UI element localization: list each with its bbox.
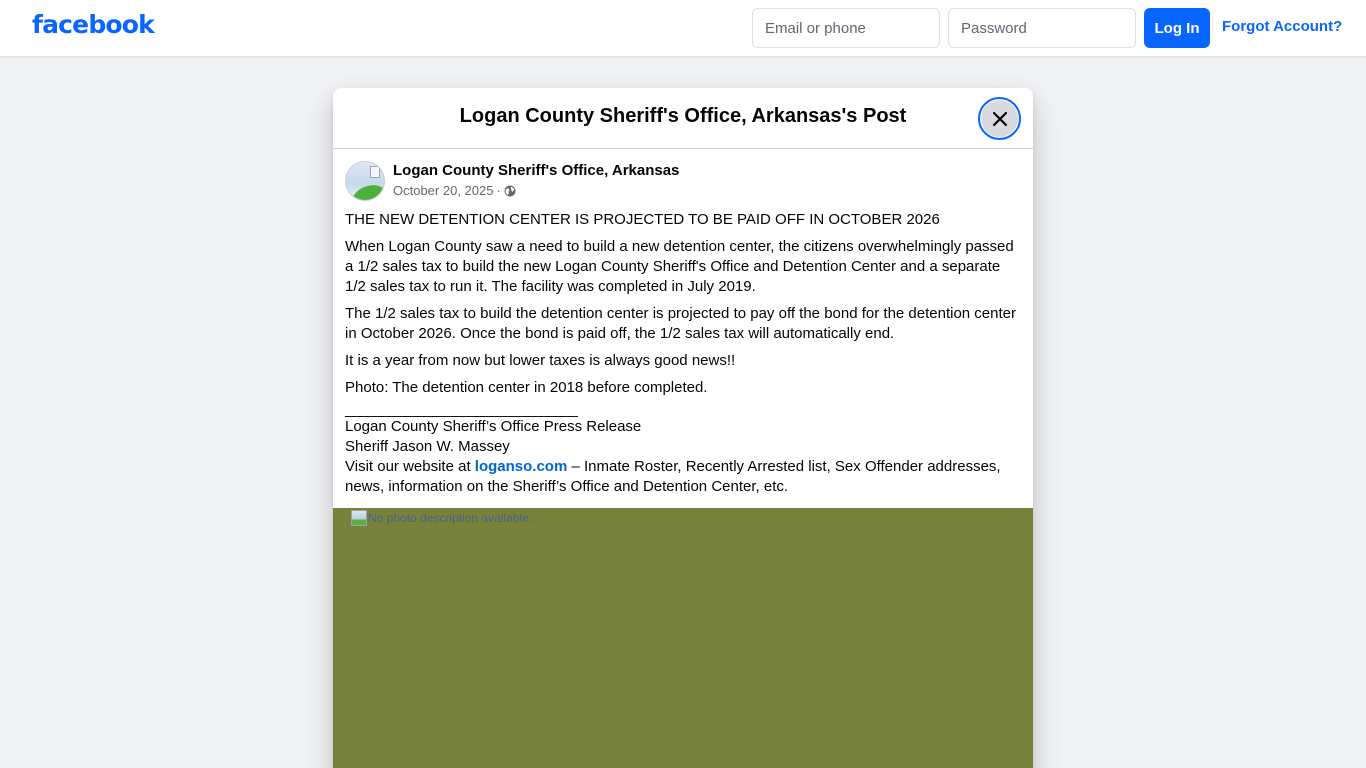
signature-block [345, 403, 1021, 497]
signature-line-3 [345, 457, 1021, 497]
visit-prefix: Visit our website at [345, 458, 475, 475]
email-input[interactable] [752, 8, 940, 48]
post-paragraph: When Logan County saw a need to build a new detention center, the citizens overwhelmingly passed a 1/2 sales tax to build the new Logan County Sheriff's Office and Detention Center and a separate 1/2 sales tax to run it. The facility was completed in July 2019. [345, 238, 1014, 295]
post-date[interactable]: October 20, 2025 [393, 183, 494, 198]
photo-alt-text [351, 510, 532, 526]
page-name-link[interactable]: Logan County Sheriff's Office, Arkansas [393, 162, 680, 179]
signature-rule: ________________________________ [345, 401, 577, 418]
post-modal [333, 88, 1033, 768]
meta-separator: · [496, 183, 501, 198]
post-paragraph: The 1/2 sales tax to build the detention center is projected to pay off the bond for the detention center in October 2026. Once the bond is paid off, the 1/2 sales tax will automatically end. [345, 305, 1017, 342]
photo-alt-label: No photo description available. [368, 511, 533, 525]
avatar[interactable] [345, 161, 385, 201]
forgot-account-link[interactable]: Forgot Account? [1222, 18, 1343, 35]
post-paragraph: It is a year from now but lower taxes is always good news!! [345, 352, 736, 369]
broken-image-icon [351, 510, 367, 526]
close-icon [991, 110, 1009, 128]
top-bar [0, 0, 1366, 56]
modal-header [333, 88, 1033, 149]
website-link[interactable]: loganso.com [474, 458, 568, 475]
password-input[interactable] [948, 8, 1136, 48]
signature-line-2: Sheriff Jason W. Massey [345, 438, 510, 455]
post-photo[interactable] [333, 508, 1033, 768]
facebook-logo[interactable]: facebook [32, 10, 154, 39]
post-meta [393, 183, 516, 198]
close-button[interactable] [978, 97, 1021, 140]
login-button[interactable]: Log In [1144, 8, 1210, 48]
signature-line-1: Logan County Sheriff’s Office Press Release [345, 418, 642, 435]
post-header [333, 149, 1033, 203]
modal-title: Logan County Sheriff's Office, Arkansas's Post [459, 105, 907, 127]
avatar-image-placeholder [349, 181, 385, 201]
visit-suffix: – Inmate Roster, Recently Arrested list, Sex Offender addresses, news, information on the Sheriff’s Office and Detention Center, etc. [345, 458, 1001, 495]
globe-icon [504, 185, 516, 197]
post-text [333, 203, 1033, 497]
post-headline: THE NEW DETENTION CENTER IS PROJECTED TO BE PAID OFF IN OCTOBER 2026 [345, 211, 940, 228]
broken-image-corner [370, 166, 380, 178]
photo-caption: Photo: The detention center in 2018 before completed. [345, 379, 708, 396]
